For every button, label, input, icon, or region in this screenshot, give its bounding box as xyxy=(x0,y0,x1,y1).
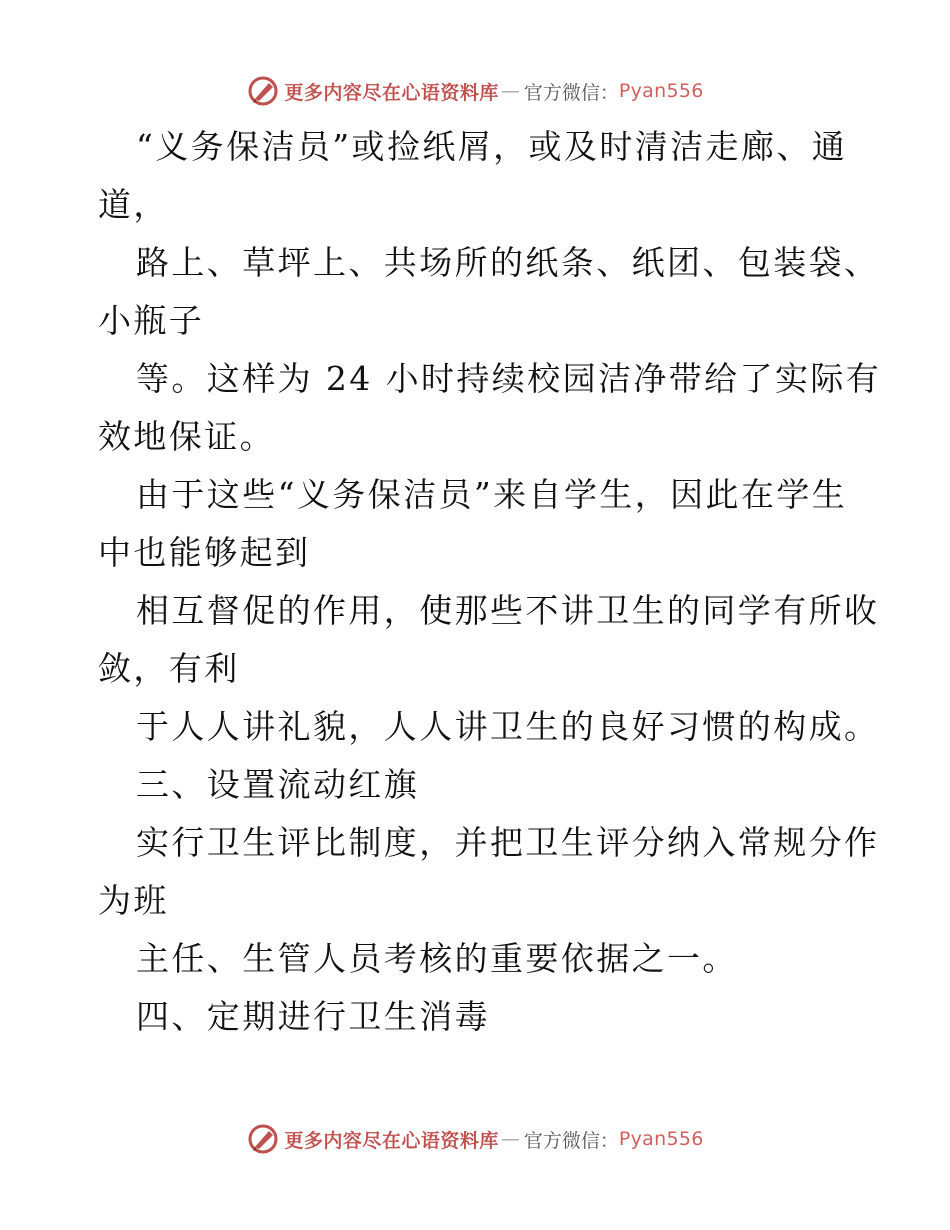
header-banner xyxy=(0,74,950,108)
site-name: 更多内容尽在心语资料库 xyxy=(284,1129,499,1152)
pen-logo-icon xyxy=(246,74,280,108)
text-line: 路上、草坪上、共场所的纸条、纸团、包装袋、 xyxy=(136,243,880,282)
text-line: 小瓶子 xyxy=(98,301,205,340)
text-line: 道， xyxy=(98,185,169,224)
text-line: “义务保洁员”或捡纸屑，或及时清洁走廊、通 xyxy=(136,127,848,166)
text-line: 实行卫生评比制度，并把卫生评分纳入常规分作 xyxy=(136,823,880,862)
separator: — xyxy=(500,80,518,102)
wechat-label: 官方微信： xyxy=(523,1129,619,1152)
site-name: 更多内容尽在心语资料库 xyxy=(284,81,499,104)
separator: — xyxy=(500,1128,518,1150)
wechat-id: Pyan556 xyxy=(618,1128,704,1150)
text-line: 相互督促的作用，使那些不讲卫生的同学有所收 xyxy=(136,591,880,630)
text-line: 效地保证。 xyxy=(98,417,275,456)
wechat-label: 官方微信： xyxy=(523,81,619,104)
text-line: 于人人讲礼貌，人人讲卫生的良好习惯的构成。 xyxy=(136,707,880,746)
section-heading: 四、定期进行卫生消毒 xyxy=(136,997,490,1036)
text-line: 敛，有利 xyxy=(98,649,240,688)
pen-logo-icon xyxy=(246,1122,280,1156)
text-line: 中也能够起到 xyxy=(98,533,311,572)
wechat-id: Pyan556 xyxy=(618,80,704,102)
text-line: 为班 xyxy=(98,881,169,920)
document-body xyxy=(98,118,882,1046)
section-heading: 三、设置流动红旗 xyxy=(136,765,420,804)
footer-banner xyxy=(0,1122,950,1156)
text-line: 等。这样为 24 小时持续校园洁净带给了实际有 xyxy=(136,359,882,398)
text-line: 主任、生管人员考核的重要依据之一。 xyxy=(136,939,738,978)
text-line: 由于这些“义务保洁员”来自学生，因此在学生 xyxy=(136,475,848,514)
